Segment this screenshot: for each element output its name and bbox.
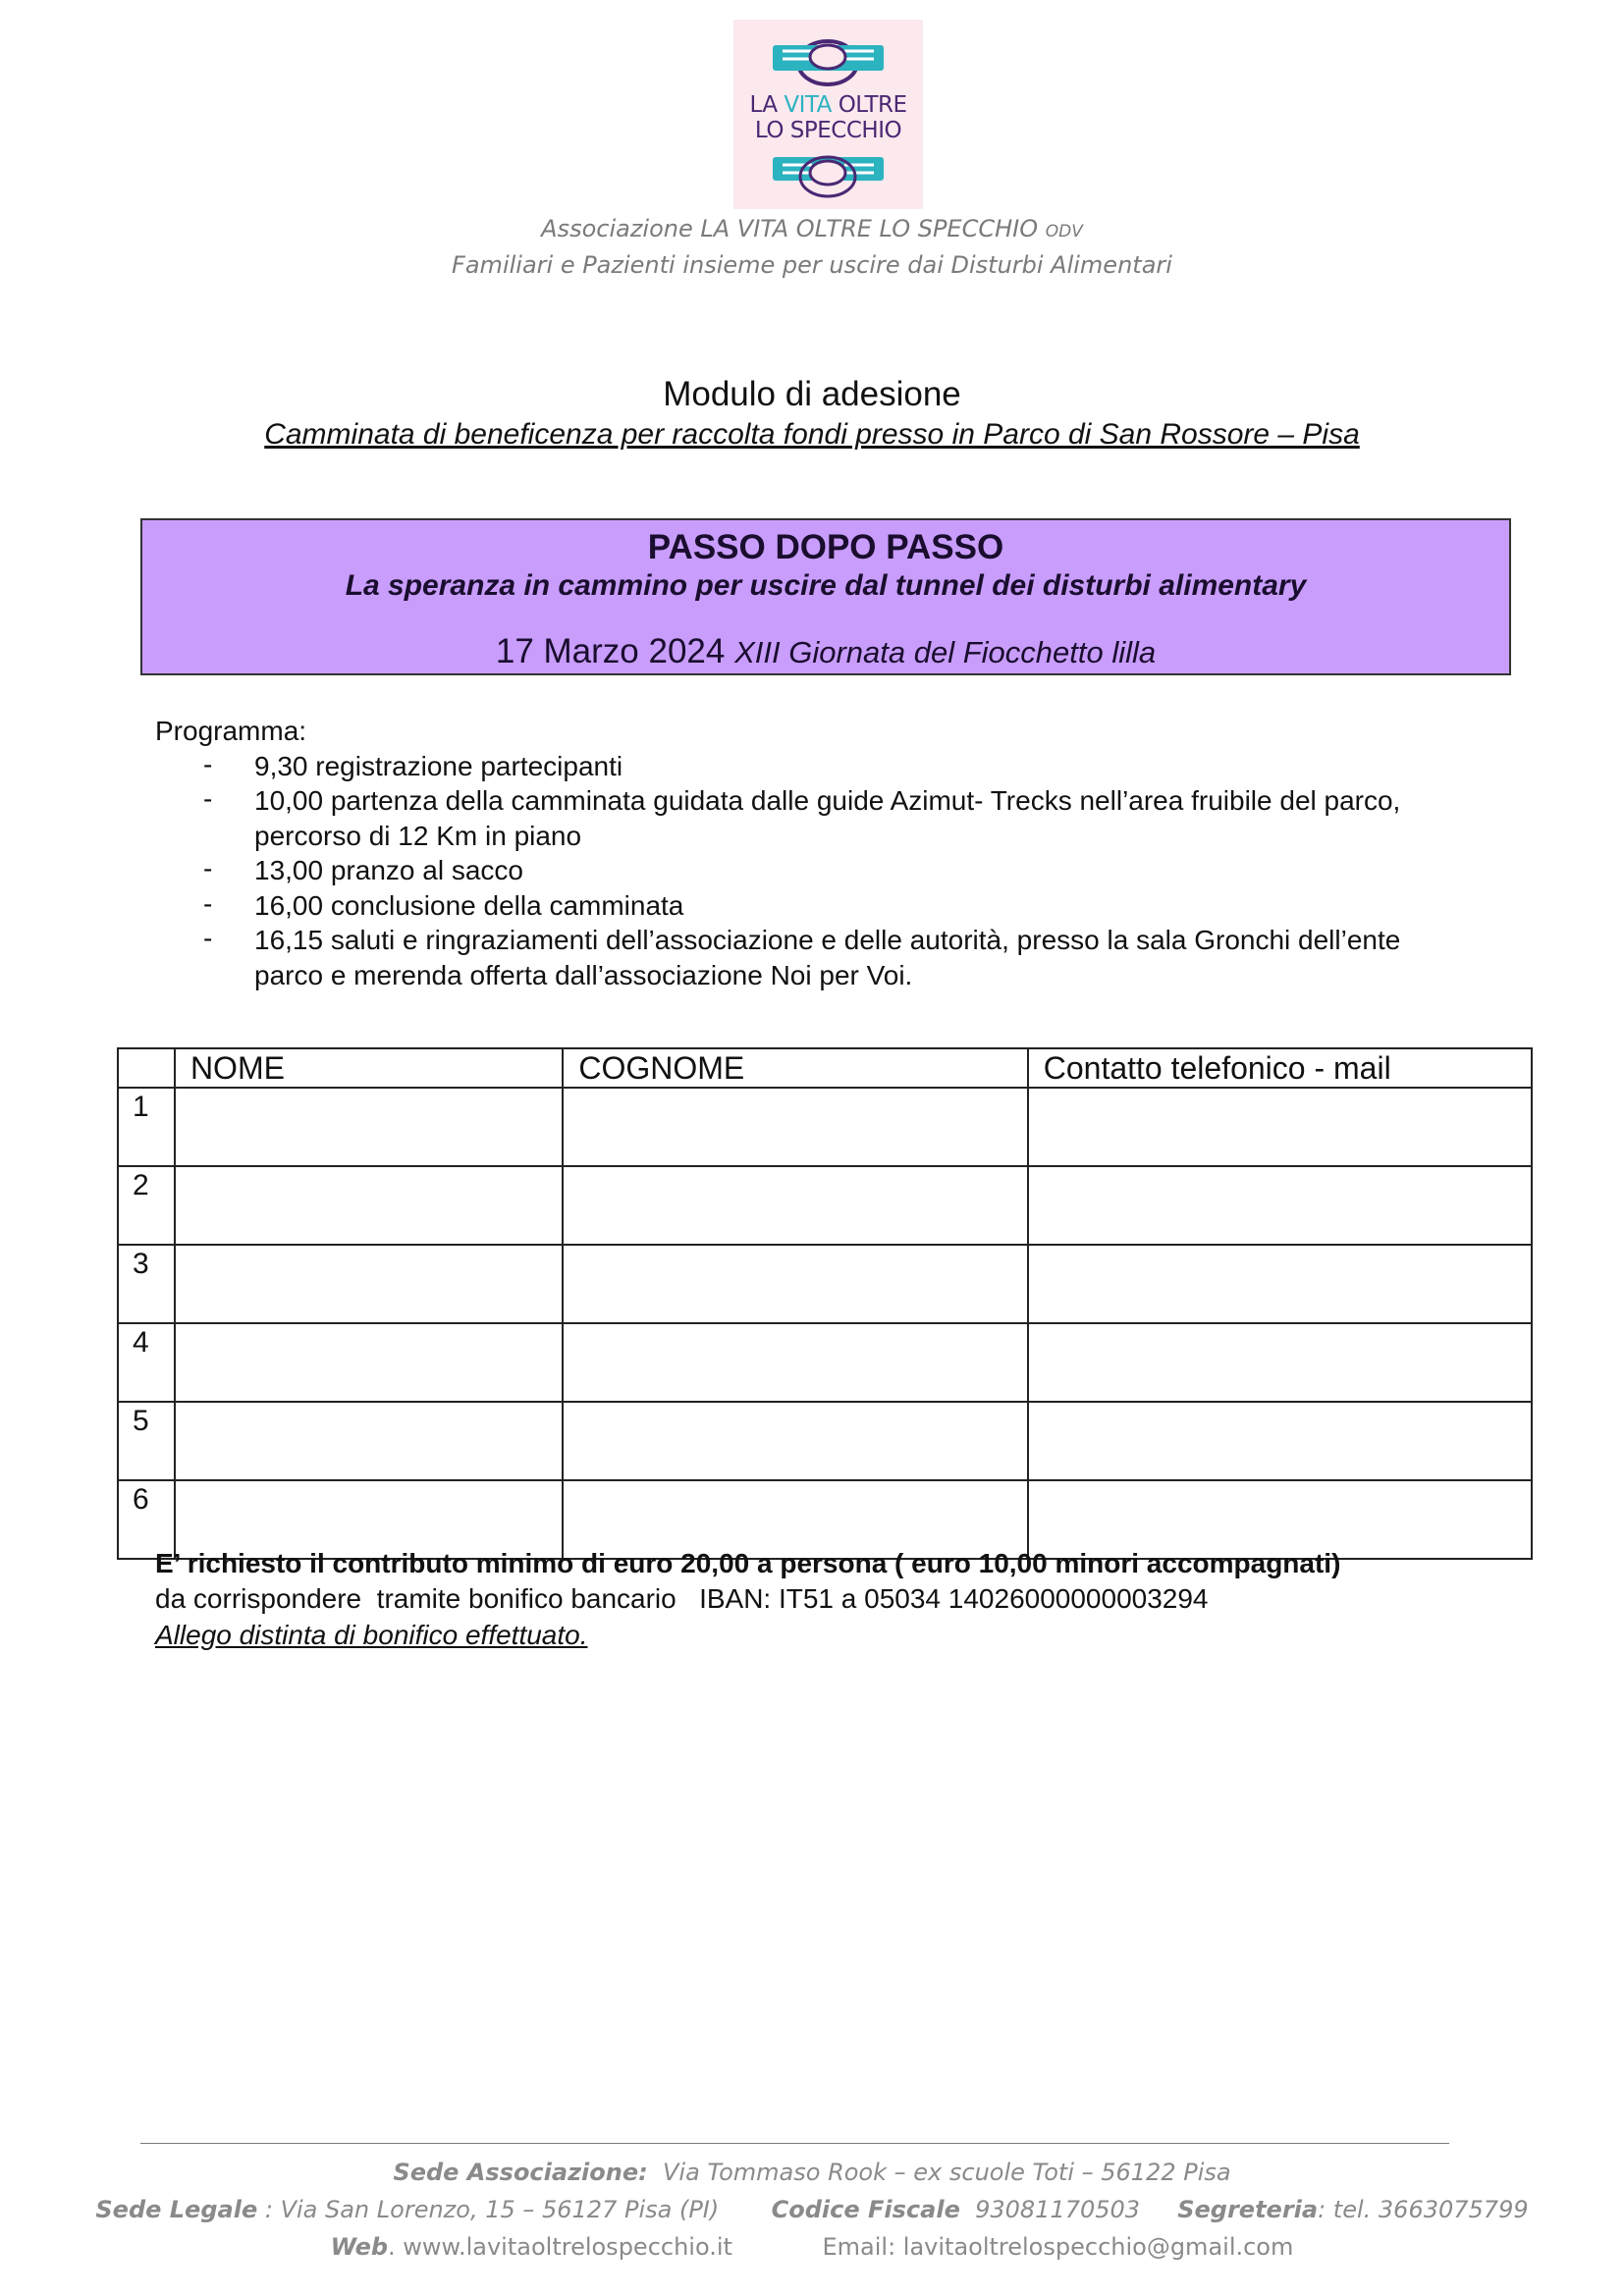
contatto-field[interactable]: [1028, 1166, 1532, 1245]
contatto-field[interactable]: [1028, 1402, 1532, 1480]
website-link[interactable]: . www.lavitaoltrelospecchio.it: [388, 2233, 732, 2261]
email-link[interactable]: Email: lavitaoltrelospecchio@gmail.com: [822, 2233, 1294, 2261]
contatto-field[interactable]: [1028, 1245, 1532, 1323]
attachment-note: Allego distinta di bonifico effettuato.: [155, 1620, 588, 1650]
contatto-field[interactable]: [1028, 1323, 1532, 1402]
footer-legal-info: Sede Legale : Via San Lorenzo, 15 – 56127 Pisa (PI) Codice Fiscale 93081170503 Segreteria: tel. 3663075799: [95, 2196, 1529, 2223]
contatto-field[interactable]: [1028, 1480, 1532, 1559]
form-title: Modulo di adesione: [663, 375, 961, 413]
header-contatto: Contatto telefonico - mail: [1028, 1048, 1532, 1088]
nome-field[interactable]: [175, 1166, 563, 1245]
event-date: 17 Marzo 2024: [495, 632, 726, 670]
list-bullet: -: [203, 783, 213, 814]
cognome-field[interactable]: [563, 1088, 1027, 1166]
header-number: [118, 1048, 175, 1088]
association-tagline: Familiari e Pazienti insieme per uscire dai Disturbi Alimentari: [452, 251, 1172, 279]
event-date-line: [142, 632, 1509, 671]
list-bullet: -: [203, 749, 213, 779]
row-number: 6: [118, 1480, 175, 1559]
cognome-field[interactable]: [563, 1480, 1027, 1559]
program-heading: Programma:: [155, 716, 307, 746]
footer-sede: Sede Associazione: Via Tommaso Rook – ex scuole Toti – 56122 Pisa: [393, 2159, 1231, 2186]
cognome-field[interactable]: [563, 1402, 1027, 1480]
nome-field[interactable]: [175, 1402, 563, 1480]
row-number: 4: [118, 1323, 175, 1402]
header-cognome: COGNOME: [563, 1048, 1027, 1088]
list-bullet: -: [203, 923, 213, 953]
event-title: PASSO DOPO PASSO: [647, 528, 1004, 566]
contribution-note: E’ richiesto il contributo minimo di euro 20,00 a persona ( euro 10,00 minori accompagnati): [155, 1548, 1341, 1578]
nome-field[interactable]: [175, 1088, 563, 1166]
list-bullet: -: [203, 888, 213, 919]
table-header-row: [118, 1048, 1532, 1088]
form-subtitle: Camminata di beneficenza per raccolta fondi presso in Parco di San Rossore – Pisa: [264, 418, 1360, 451]
nome-field[interactable]: [175, 1245, 563, 1323]
nome-field[interactable]: [175, 1323, 563, 1402]
table-row: [118, 1088, 1532, 1166]
table-row: [118, 1402, 1532, 1480]
association-logo: [733, 20, 923, 209]
payment-info: da corrispondere tramite bonifico bancario IBAN: IT51 a 05034 14026000000003294: [155, 1583, 1209, 1614]
cognome-field[interactable]: [563, 1245, 1027, 1323]
logo-text-line-2: LO SPECCHIO: [754, 118, 902, 143]
signup-table: [117, 1047, 1533, 1560]
contatto-field[interactable]: [1028, 1088, 1532, 1166]
event-banner: [140, 518, 1511, 675]
event-occasion: XIII Giornata del Fiocchetto lilla: [734, 635, 1157, 669]
association-name: Associazione LA VITA OLTRE LO SPECCHIO ODV: [541, 215, 1083, 242]
table-row: [118, 1480, 1532, 1559]
header-nome: NOME: [175, 1048, 563, 1088]
list-bullet: -: [203, 853, 213, 883]
table-row: [118, 1245, 1532, 1323]
cognome-field[interactable]: [563, 1323, 1027, 1402]
nome-field[interactable]: [175, 1480, 563, 1559]
event-slogan: La speranza in cammino per uscire dal tunnel dei disturbi alimentary: [345, 569, 1307, 602]
row-number: 1: [118, 1088, 175, 1166]
footer-contacts: Web. www.lavitaoltrelospecchio.it Email: lavitaoltrelospecchio@gmail.com: [330, 2233, 1294, 2261]
row-number: 2: [118, 1166, 175, 1245]
cognome-field[interactable]: [563, 1166, 1027, 1245]
row-number: 3: [118, 1245, 175, 1323]
logo-text-line-1: LA VITA OLTRE: [749, 92, 907, 118]
table-row: [118, 1323, 1532, 1402]
row-number: 5: [118, 1402, 175, 1480]
table-row: [118, 1166, 1532, 1245]
footer-divider: [140, 2143, 1449, 2144]
